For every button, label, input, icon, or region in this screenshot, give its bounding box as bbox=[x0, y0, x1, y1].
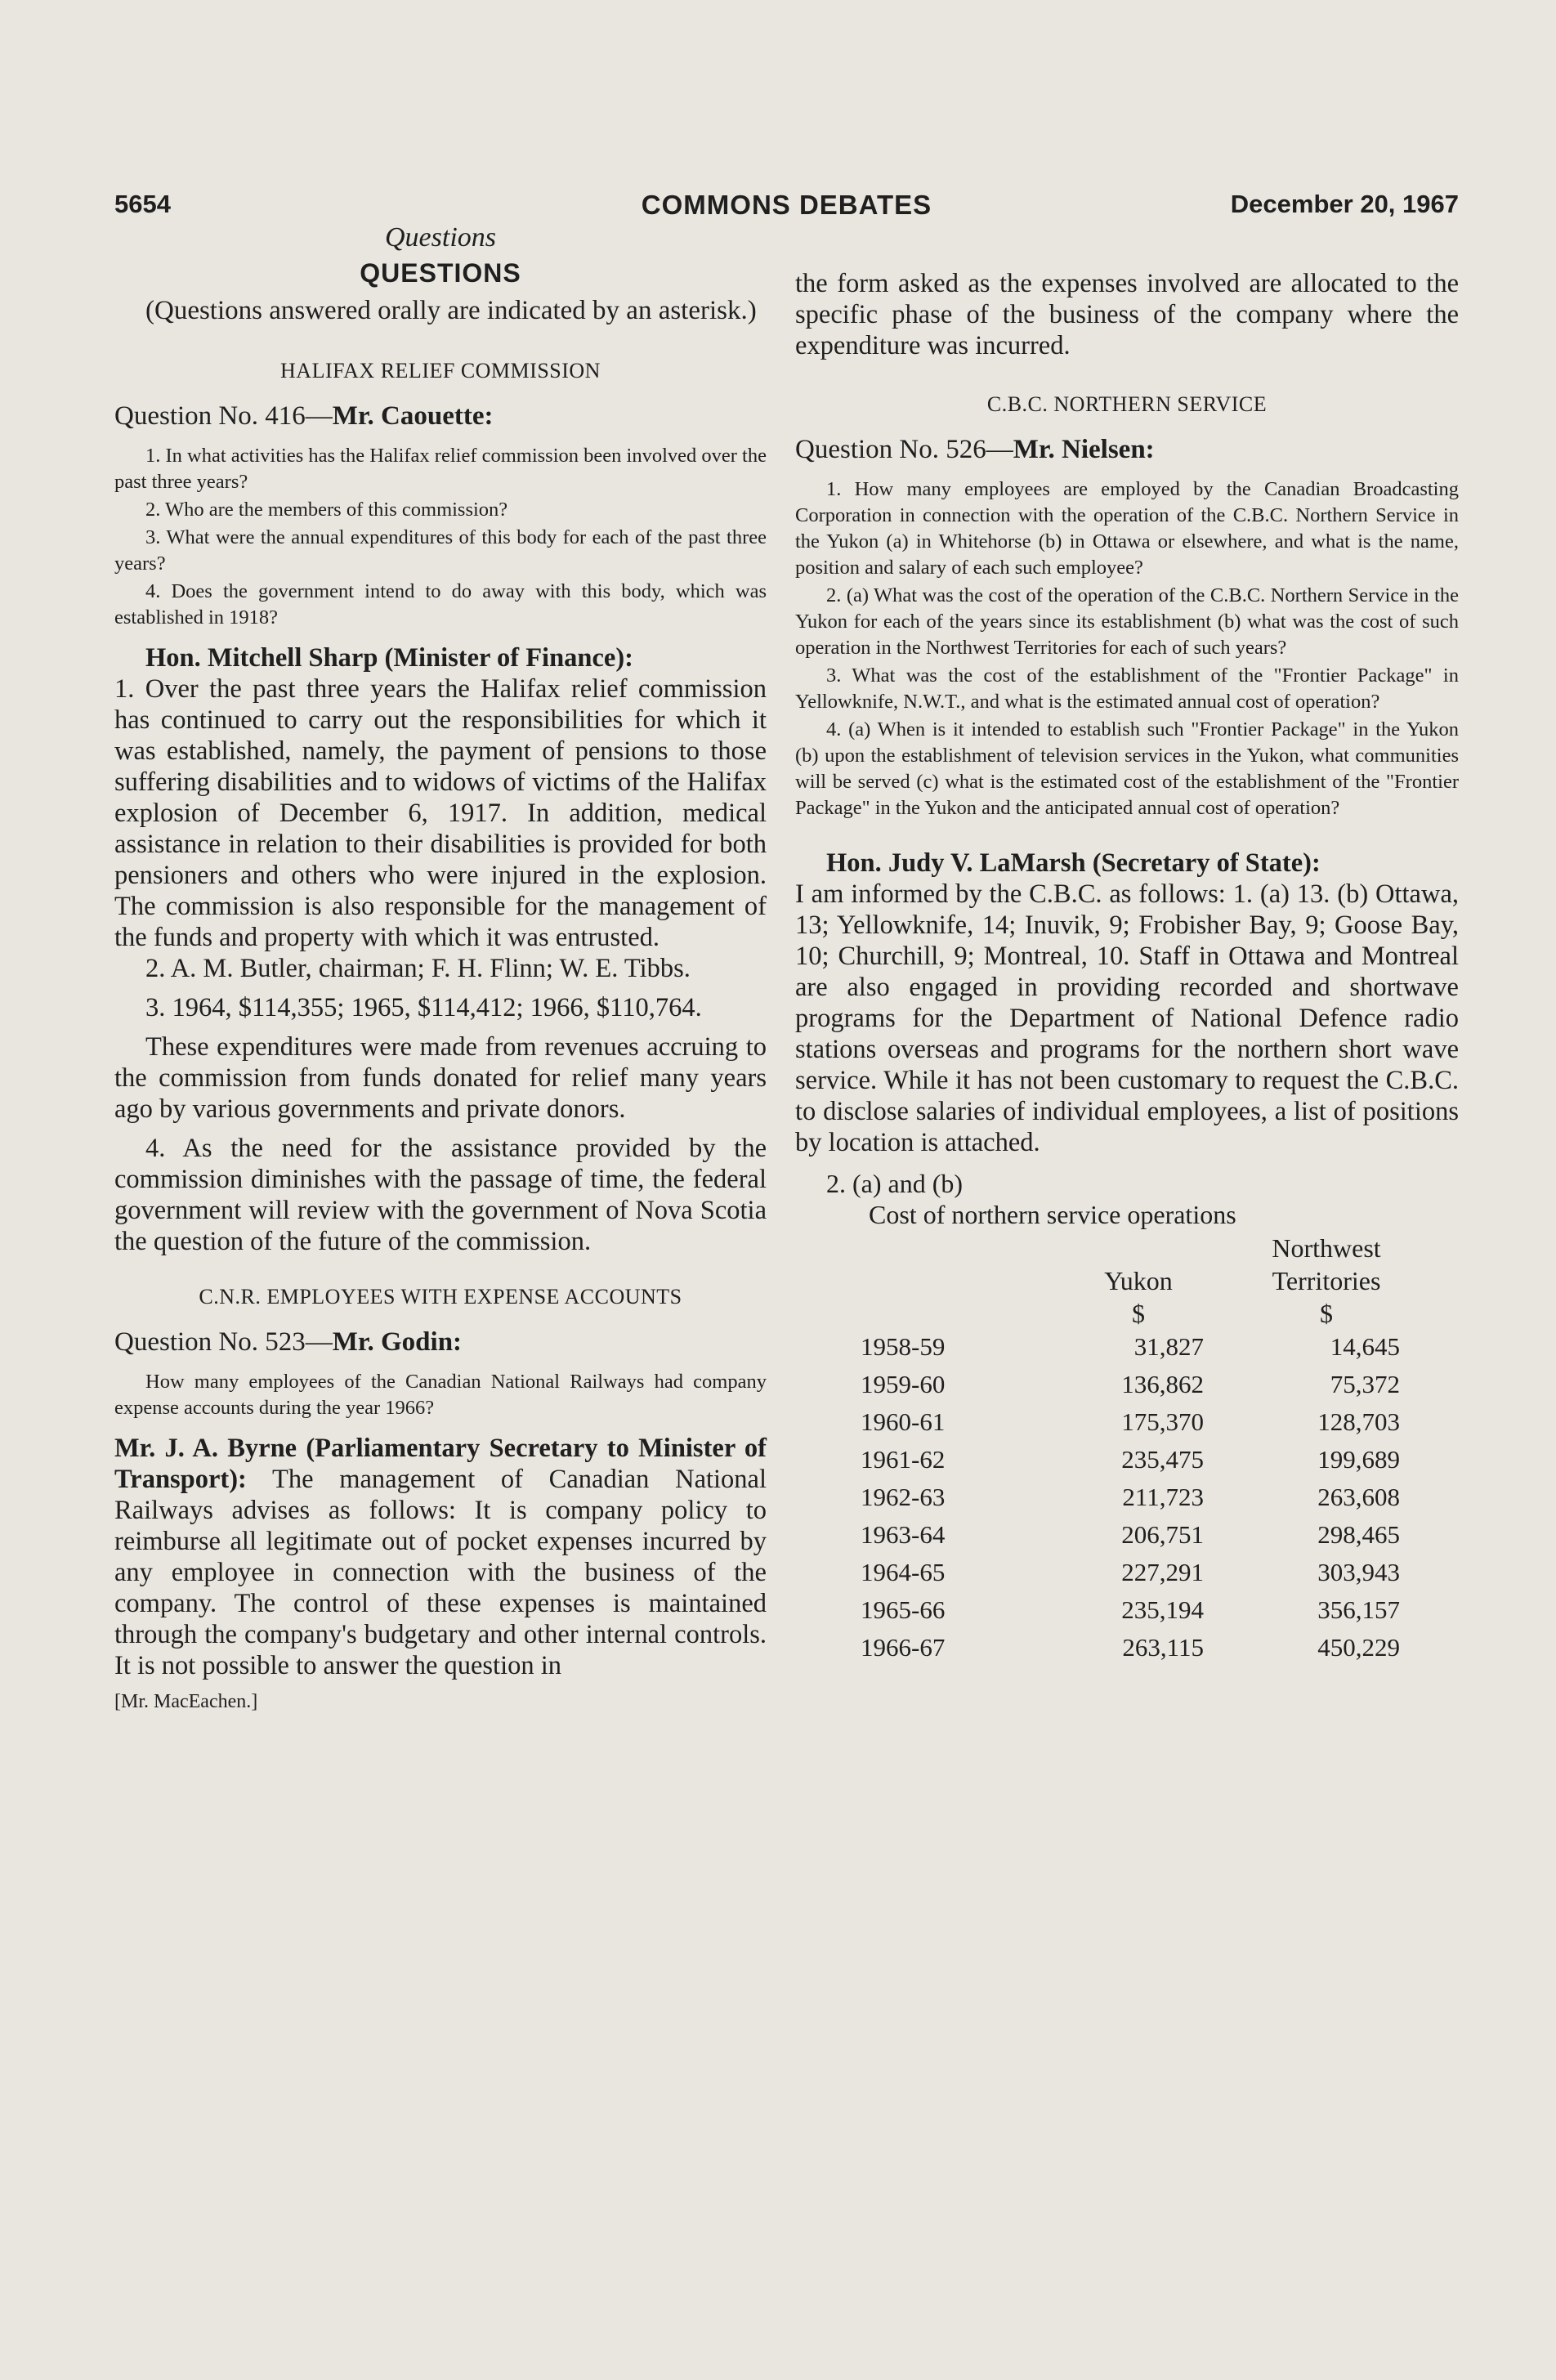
table-cell-year: 1962-63 bbox=[861, 1483, 946, 1511]
answer-speaker: Mr. J. A. Byrne (Parliamentary Secretary to Minister of Transport): bbox=[114, 1434, 767, 1494]
question-asker: Mr. Godin: bbox=[332, 1327, 463, 1357]
answer-paragraph: 1. Over the past three years the Halifax relief commission has continued to carry out the responsibilities for which it was established, namely, the payment of pensions to those suffering disabilities and to widows of victims of the Halifax explosion of December 6, 1917. In addition, medical assistance in relation to their disabilities is provided for both pensioners and others who were injured in the explosion. The commission is also responsible for the management of the funds and property with which it was entrusted. bbox=[114, 674, 767, 952]
answer-block bbox=[114, 1433, 767, 1681]
answer-paragraph bbox=[114, 1433, 767, 1681]
table-cell-nwt: 298,465 bbox=[1317, 1520, 1400, 1549]
table-intro: 2. (a) and (b) bbox=[826, 1169, 964, 1198]
unit-yukon: $ bbox=[1132, 1299, 1145, 1328]
question-item: 1. How many employees are employed by the Canadian Broadcasting Corporation in connection with the operation of the C.B.C. Northern Service in the Yukon (a) in Whitehorse (b) in Ottawa or elsewhere, and what is the name, position and salary of each such employee? bbox=[795, 478, 1459, 579]
question-subject: C.N.R. EMPLOYEES WITH EXPENSE ACCOUNTS bbox=[199, 1285, 682, 1309]
table-cell-year: 1960-61 bbox=[861, 1407, 946, 1436]
table-cell-year: 1963-64 bbox=[861, 1520, 946, 1549]
table-cell-year: 1964-65 bbox=[861, 1558, 946, 1586]
question-label: Question No. 526— bbox=[795, 435, 1013, 464]
page-number: 5654 bbox=[114, 190, 171, 218]
question-item: 4. Does the government intend to do away with this body, which was established in 1918? bbox=[114, 580, 767, 629]
publication-title: COMMONS DEBATES bbox=[641, 190, 932, 220]
answer-text: The management of Canadian National Railways advises as follows: It is company policy to reimburse all legitimate out of pocket expenses incurred by any employee in connection with the business of the company. The control of these expenses is maintained through the company's budgetary and other internal controls. It is not possible to answer the question in bbox=[114, 1465, 767, 1680]
answer-block bbox=[795, 848, 1459, 1158]
page-date: December 20, 1967 bbox=[1230, 190, 1459, 218]
answer-speaker: Hon. Mitchell Sharp (Minister of Finance): bbox=[145, 643, 633, 673]
question-label: Question No. 523— bbox=[114, 1327, 333, 1357]
answer-paragraph: 3. 1964, $114,355; 1965, $114,412; 1966, $110,764. bbox=[145, 993, 702, 1022]
table-cell-nwt: 450,229 bbox=[1317, 1633, 1400, 1662]
table-row bbox=[844, 1366, 1400, 1403]
table-row bbox=[844, 1403, 1400, 1441]
question-item: 3. What were the annual expenditures of this body for each of the past three years? bbox=[114, 526, 767, 575]
table-cell-nwt: 14,645 bbox=[1330, 1332, 1400, 1361]
question-items bbox=[114, 443, 767, 631]
section-title: QUESTIONS bbox=[360, 258, 521, 288]
table-cell-year: 1958-59 bbox=[861, 1332, 946, 1361]
left-column bbox=[114, 222, 767, 1713]
answer-paragraph: These expenditures were made from revenues accruing to the commission from funds donated for relief many years ago by various governments and private donors. bbox=[114, 1032, 767, 1124]
col-header-nwt-2: Territories bbox=[1272, 1266, 1381, 1295]
question-asker: Mr. Nielsen: bbox=[1013, 435, 1155, 464]
table-cell-yukon: 235,194 bbox=[1121, 1595, 1204, 1624]
table-cell-nwt: 356,157 bbox=[1317, 1595, 1400, 1624]
question-item: 1. In what activities has the Halifax relief commission been involved over the past three years? bbox=[114, 445, 767, 493]
running-head: Questions bbox=[385, 222, 496, 253]
table-cell-yukon: 136,862 bbox=[1121, 1370, 1204, 1398]
table-row bbox=[844, 1441, 1400, 1479]
table-title: Cost of northern service operations bbox=[869, 1200, 1236, 1229]
table-cell-nwt: 199,689 bbox=[1317, 1445, 1400, 1474]
table-row bbox=[844, 1554, 1400, 1591]
question-subject: HALIFAX RELIEF COMMISSION bbox=[280, 359, 601, 382]
table-cell-yukon: 235,475 bbox=[1121, 1445, 1204, 1474]
table-cell-yukon: 175,370 bbox=[1121, 1407, 1204, 1436]
col-header-nwt-1: Northwest bbox=[1272, 1233, 1381, 1263]
question-items bbox=[795, 476, 1459, 821]
table-cell-nwt: 303,943 bbox=[1317, 1558, 1400, 1586]
footer-note: [Mr. MacEachen.] bbox=[114, 1691, 258, 1712]
table-cell-yukon: 211,723 bbox=[1122, 1483, 1204, 1511]
table-cell-year: 1966-67 bbox=[861, 1633, 946, 1662]
table-cell-yukon: 31,827 bbox=[1133, 1332, 1204, 1361]
table-cell-yukon: 206,751 bbox=[1121, 1520, 1204, 1549]
question-label: Question No. 416— bbox=[114, 401, 333, 431]
table-cell-year: 1965-66 bbox=[861, 1595, 946, 1624]
unit-nwt: $ bbox=[1320, 1299, 1333, 1328]
question-item: 3. What was the cost of the establishment of the "Frontier Package" in Yellowknife, N.W.T., and what is the estimated annual cost of operation? bbox=[795, 664, 1459, 713]
intro-note: (Questions answered orally are indicated by an asterisk.) bbox=[145, 296, 757, 325]
table-cell-nwt: 75,372 bbox=[1330, 1370, 1400, 1398]
answer-paragraph: 2. A. M. Butler, chairman; F. H. Flinn; W. E. Tibbs. bbox=[145, 954, 691, 983]
question-item: How many employees of the Canadian National Railways had company expense accounts during the year 1966? bbox=[114, 1371, 767, 1419]
continuation-block bbox=[795, 268, 1459, 361]
answer-paragraph: 4. As the need for the assistance provided by the commission diminishes with the passage of time, the federal government will review with the government of Nova Scotia the question of the future of the commission. bbox=[114, 1134, 767, 1256]
continuation-text: the form asked as the expenses involved are allocated to the specific phase of the business of the company where the expenditure was incurred. bbox=[795, 269, 1459, 360]
table-row bbox=[844, 1591, 1400, 1629]
table-row bbox=[844, 1479, 1400, 1516]
table-header bbox=[795, 1230, 1459, 1328]
question-number bbox=[114, 1327, 767, 1358]
question-item: 2. (a) What was the cost of the operation of the C.B.C. Northern Service in the Yukon for each of the years since its establishment (b) what was the cost of such operation in the Northwest Territories for each of such years? bbox=[795, 584, 1459, 659]
question-number bbox=[795, 435, 1459, 465]
table-cell-yukon: 263,115 bbox=[1122, 1633, 1204, 1662]
question-items bbox=[114, 1369, 767, 1421]
table-row bbox=[844, 1629, 1400, 1666]
table-cell-year: 1961-62 bbox=[861, 1445, 946, 1474]
answer-speaker: Hon. Judy V. LaMarsh (Secretary of State): bbox=[826, 848, 1321, 878]
table-row bbox=[844, 1328, 1400, 1366]
table-cell-nwt: 128,703 bbox=[1317, 1407, 1400, 1436]
question-item: 4. (a) When is it intended to establish such "Frontier Package" in the Yukon (b) upon the establishment of television services in the Yukon, what communities will be served (c) what is the estimated cost of the establishment of the "Frontier Package" in the Yukon and the anticipated annual cost of operation? bbox=[795, 718, 1459, 819]
answer-paragraph: I am informed by the C.B.C. as follows: 1. (a) 13. (b) Ottawa, 13; Yellowknife, 14; Inuvik, 9; Frobisher Bay, 9; Goose Bay, 10; Churchill, 9; Montreal, 10. Staff in Ottawa and Montreal are also engaged in providing recorded and shortwave programs for the Department of National Defence radio stations overseas and programs for the northern short wave service. While it has not been customary to request the C.B.C. to disclose salaries of individual employees, a list of positions by location is attached. bbox=[795, 879, 1459, 1157]
question-number bbox=[114, 401, 767, 432]
right-column bbox=[795, 268, 1459, 1666]
table-row bbox=[844, 1516, 1400, 1554]
table-cell-yukon: 227,291 bbox=[1121, 1558, 1204, 1586]
col-header-yukon: Yukon bbox=[1104, 1266, 1173, 1295]
question-asker: Mr. Caouette: bbox=[332, 401, 494, 431]
table-cell-year: 1959-60 bbox=[861, 1370, 946, 1398]
table-cell-nwt: 263,608 bbox=[1317, 1483, 1400, 1511]
answer-block bbox=[114, 642, 767, 1257]
cost-table bbox=[844, 1328, 1400, 1666]
question-subject: C.B.C. NORTHERN SERVICE bbox=[986, 392, 1268, 416]
question-item: 2. Who are the members of this commission? bbox=[145, 499, 508, 521]
